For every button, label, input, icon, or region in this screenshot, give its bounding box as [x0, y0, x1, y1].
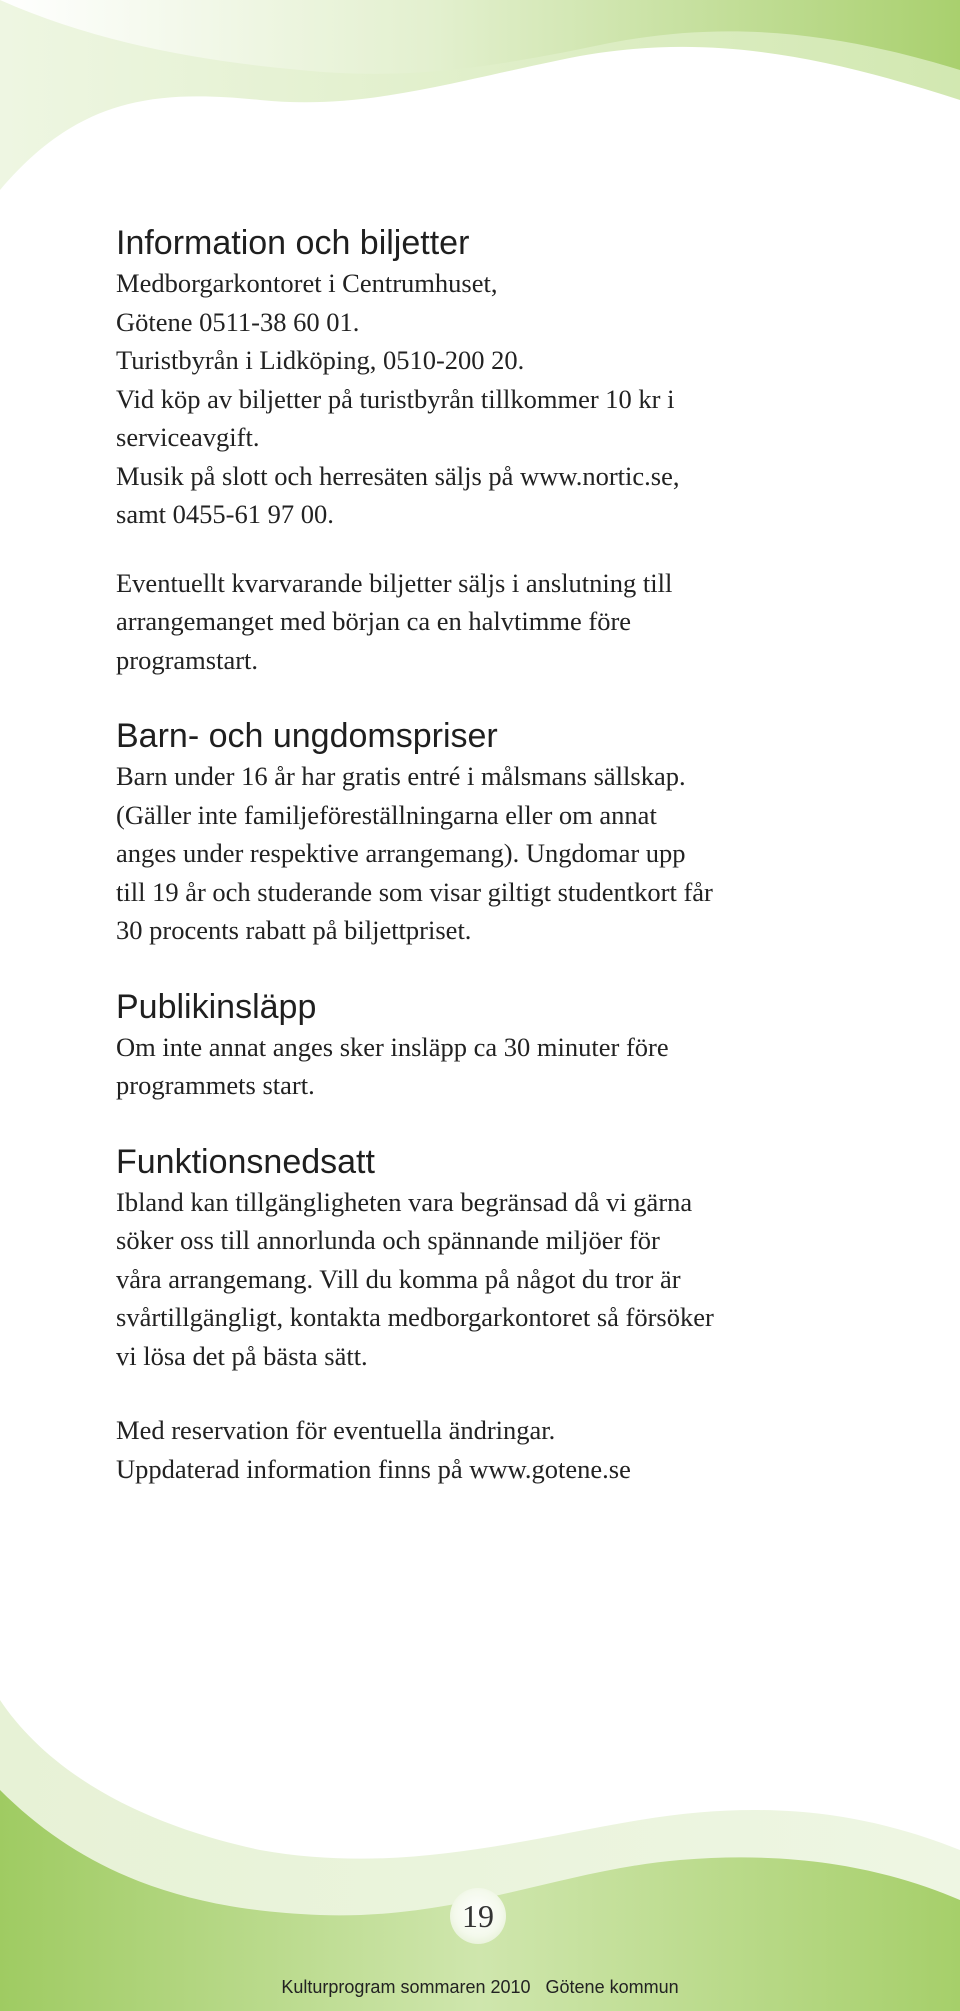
page-number-badge	[450, 1888, 506, 1944]
body-line: våra arrangemang. Vill du komma på något du tror är	[116, 1263, 681, 1294]
footer	[0, 1977, 960, 1998]
body-line: 30 procents rabatt på biljettpriset.	[116, 915, 472, 945]
section-funktionsnedsatt	[116, 1141, 916, 1376]
top-wave-decoration	[0, 0, 960, 190]
body-line: (Gäller inte familjeföreställningarna eller om annat	[116, 799, 657, 830]
body-line: Eventuellt kvarvarande biljetter säljs i anslutning till	[116, 567, 673, 598]
body-line: Musik på slott och herresäten säljs på www.nortic.se,	[116, 460, 680, 491]
section-publikinslapp	[116, 986, 916, 1105]
body-line: svårtillgängligt, kontakta medborgarkontoret så försöker	[116, 1302, 714, 1332]
body-line: programmets start.	[116, 1070, 315, 1100]
body-line: Om inte annat anges sker insläpp ca 30 minuter före	[116, 1031, 669, 1062]
section-body	[116, 757, 916, 950]
body-line: söker oss till annorlunda och spännande miljöer för	[116, 1225, 660, 1255]
body-line: samt 0455-61 97 00.	[116, 499, 334, 529]
body-line: serviceavgift.	[116, 422, 260, 452]
section-barn-och-ungdomspriser	[116, 715, 916, 950]
section-body-paragraph	[116, 564, 916, 680]
section-heading: Barn- och ungdomspriser	[116, 717, 498, 755]
closing-note	[116, 1411, 916, 1488]
footer-municipality: Götene kommun	[545, 1977, 679, 1997]
body-line: Turistbyrån i Lidköping, 0510-200 20.	[116, 345, 525, 375]
body-line: vi lösa det på bästa sätt.	[116, 1340, 368, 1371]
body-line: Barn under 16 år har gratis entré i målsmans sällskap.	[116, 761, 686, 791]
closing-line: Uppdaterad information finns på www.gotene.se	[116, 1453, 631, 1484]
body-line: arrangemanget med början ca en halvtimme före	[116, 606, 632, 636]
body-line: till 19 år och studerande som visar giltigt studentkort får	[116, 876, 713, 907]
footer-publication-title: Kulturprogram sommaren 2010	[281, 1977, 531, 1997]
closing-line: Med reservation för eventuella ändringar.	[116, 1415, 556, 1445]
body-line: anges under respektive arrangemang). Ungdomar upp	[116, 838, 686, 868]
page-number: 19	[462, 1897, 494, 1934]
section-body	[116, 264, 916, 534]
section-body	[116, 1028, 916, 1105]
section-body	[116, 1183, 916, 1376]
bottom-wave-decoration	[0, 1700, 960, 2011]
body-line: Vid köp av biljetter på turistbyrån tillkommer 10 kr i	[116, 383, 675, 414]
section-heading: Publikinsläpp	[116, 987, 317, 1026]
body-line: Medborgarkontoret i Centrumhuset,	[116, 268, 498, 298]
body-line: programstart.	[116, 644, 259, 675]
body-line: Ibland kan tillgängligheten vara begränsad då vi gärna	[116, 1186, 693, 1217]
section-heading: Funktionsnedsatt	[116, 1142, 375, 1181]
section-information	[116, 222, 916, 679]
section-heading: Information och biljetter	[116, 224, 470, 262]
main-content	[116, 222, 916, 1488]
body-line: Götene 0511-38 60 01.	[116, 306, 360, 337]
